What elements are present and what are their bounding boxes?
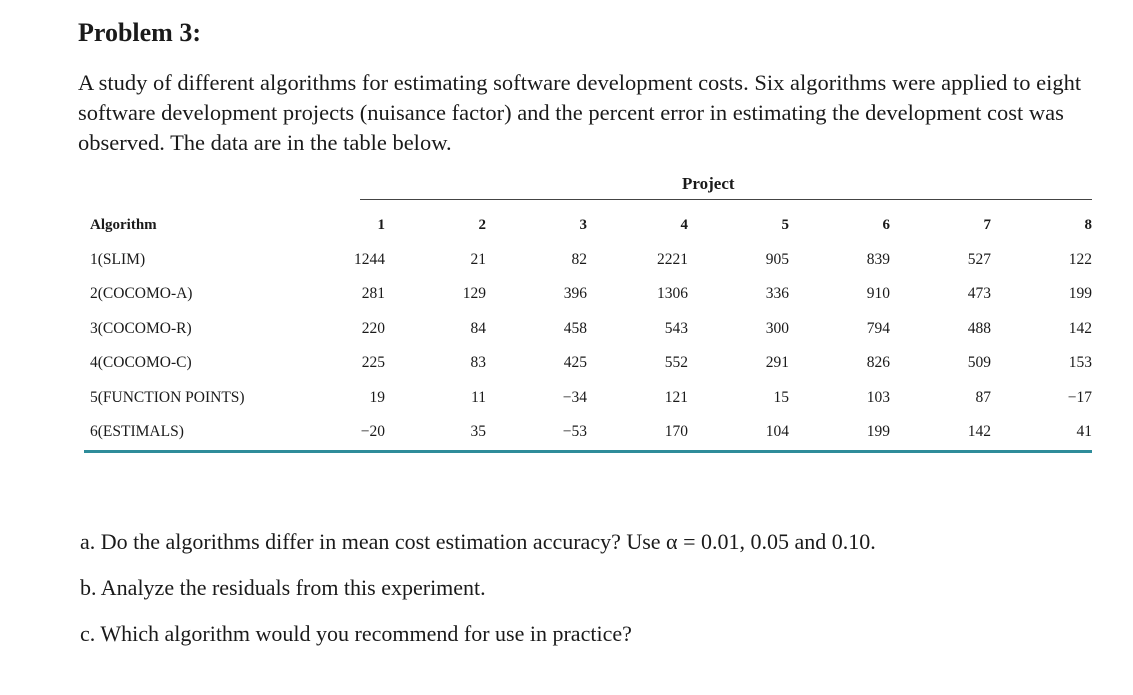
table-cell: 1306 bbox=[657, 285, 688, 303]
table-row bbox=[84, 346, 1092, 381]
table-cell: 83 bbox=[470, 354, 486, 372]
table-cell: 543 bbox=[664, 319, 688, 337]
table-cell: 910 bbox=[866, 285, 890, 303]
table-cell: 488 bbox=[967, 319, 991, 337]
table-cell: 199 bbox=[866, 423, 890, 441]
table-cell: 129 bbox=[462, 285, 486, 303]
table-cell: −20 bbox=[360, 423, 385, 441]
table-cell: 905 bbox=[765, 250, 789, 268]
algorithm-name: 5(FUNCTION POINTS) bbox=[90, 388, 245, 406]
table-cell: 142 bbox=[967, 423, 991, 441]
table-cell: 11 bbox=[471, 388, 486, 406]
table-cell: 35 bbox=[470, 423, 486, 441]
project-column-header: 5 bbox=[781, 216, 789, 233]
table-cell: 15 bbox=[773, 388, 789, 406]
table-cell: 225 bbox=[361, 354, 385, 372]
algorithm-column-header: Algorithm bbox=[90, 216, 157, 233]
table-cell: 473 bbox=[967, 285, 991, 303]
problem-title: Problem 3: bbox=[78, 18, 201, 47]
algorithm-name: 3(COCOMO-R) bbox=[90, 319, 192, 337]
data-table bbox=[84, 208, 1092, 450]
table-row bbox=[84, 381, 1092, 416]
question-list bbox=[80, 528, 876, 666]
table-cell: 336 bbox=[765, 285, 789, 303]
algorithm-name: 2(COCOMO-A) bbox=[90, 285, 193, 303]
table-cell: 41 bbox=[1076, 423, 1092, 441]
project-header-rule bbox=[360, 199, 1092, 200]
project-column-header: 6 bbox=[882, 216, 890, 233]
table-row bbox=[84, 243, 1092, 278]
table-cell: 281 bbox=[361, 285, 385, 303]
table-cell: −17 bbox=[1067, 388, 1092, 406]
algorithm-name: 1(SLIM) bbox=[90, 250, 146, 268]
project-column-header: 4 bbox=[680, 216, 688, 233]
table-cell: 122 bbox=[1068, 250, 1092, 268]
table-cell: 552 bbox=[664, 354, 688, 372]
table-cell: 826 bbox=[866, 354, 890, 372]
table-cell: 291 bbox=[765, 354, 789, 372]
table-cell: 794 bbox=[866, 319, 890, 337]
table-cell: 87 bbox=[975, 388, 991, 406]
table-cell: 84 bbox=[470, 319, 486, 337]
table-row bbox=[84, 415, 1092, 450]
table-cell: 300 bbox=[765, 319, 789, 337]
table-cell: 1244 bbox=[354, 250, 385, 268]
table-cell: 396 bbox=[563, 285, 587, 303]
question-c: c. Which algorithm would you recommend for use in practice? bbox=[80, 621, 632, 646]
problem-intro: A study of different algorithms for estimating software development costs. Six algorithms were applied to eight software development projects (nuisance factor) and the percent error in estimating the development cost was observed. The data are in the table below. bbox=[78, 70, 1082, 155]
project-column-header: 1 bbox=[377, 216, 385, 233]
table-cell: 199 bbox=[1068, 285, 1092, 303]
table-cell: 21 bbox=[470, 250, 486, 268]
table-cell: 839 bbox=[866, 250, 890, 268]
table-cell: 509 bbox=[967, 354, 991, 372]
project-group-header: Project bbox=[682, 174, 735, 193]
project-column-header: 3 bbox=[579, 216, 587, 233]
project-column-header: 7 bbox=[983, 216, 991, 233]
table-cell: 2221 bbox=[657, 250, 688, 268]
table-cell: −53 bbox=[562, 423, 587, 441]
project-column-header: 2 bbox=[478, 216, 486, 233]
algorithm-name: 4(COCOMO-C) bbox=[90, 354, 192, 372]
table-cell: 82 bbox=[571, 250, 587, 268]
table-cell: 19 bbox=[369, 388, 385, 406]
table-cell: 425 bbox=[563, 354, 587, 372]
table-cell: −34 bbox=[562, 388, 587, 406]
table-cell: 103 bbox=[866, 388, 890, 406]
table-header-row bbox=[84, 208, 1092, 243]
table-cell: 527 bbox=[967, 250, 991, 268]
question-b: b. Analyze the residuals from this experiment. bbox=[80, 575, 486, 600]
table-cell: 458 bbox=[563, 319, 587, 337]
table-cell: 104 bbox=[765, 423, 789, 441]
table-row bbox=[84, 277, 1092, 312]
table-bottom-rule bbox=[84, 450, 1092, 453]
question-a: a. Do the algorithms differ in mean cost estimation accuracy? Use α = 0.01, 0.05 and 0.10. bbox=[80, 529, 876, 554]
table-cell: 121 bbox=[664, 388, 688, 406]
project-column-header: 8 bbox=[1084, 216, 1092, 233]
table-cell: 142 bbox=[1068, 319, 1092, 337]
table-cell: 153 bbox=[1068, 354, 1092, 372]
table-cell: 220 bbox=[361, 319, 385, 337]
algorithm-name: 6(ESTIMALS) bbox=[90, 423, 184, 441]
table-cell: 170 bbox=[664, 423, 688, 441]
table-row bbox=[84, 312, 1092, 347]
